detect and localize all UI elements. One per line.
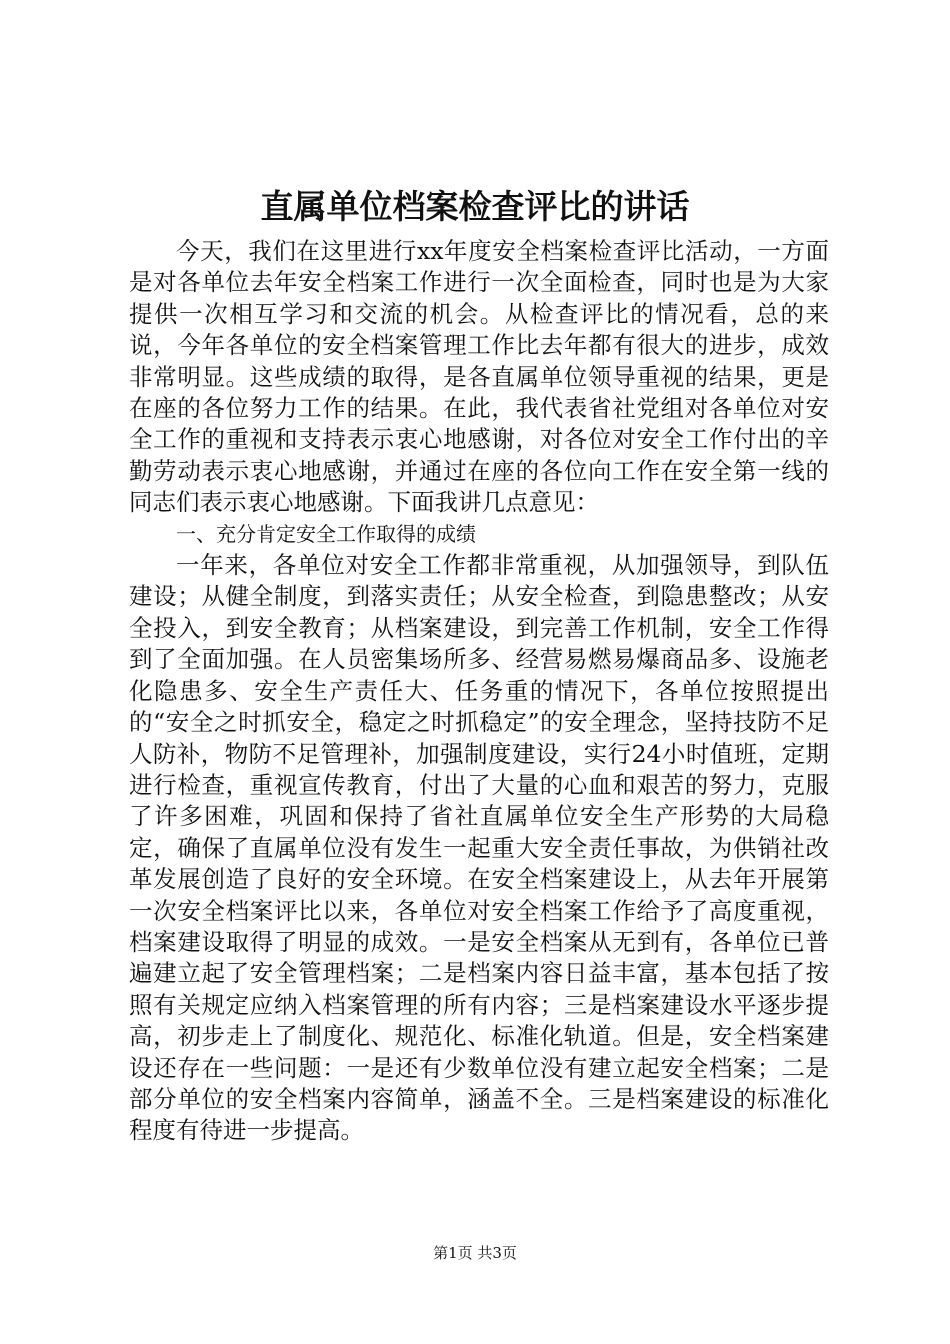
section-heading: 一、充分肯定安全工作取得的成绩 <box>176 521 476 546</box>
document-body <box>129 236 829 1147</box>
page-footer: 第1页 共3页 <box>433 1244 517 1262</box>
document-title: 直属单位档案检查评比的讲话 <box>260 187 690 226</box>
section-paragraph: 一年来，各单位对安全工作都非常重视，从加强领导，到队伍建设；从健全制度，到落实责任；从安全检查，到隐患整改；从安全投入，到安全教育；从档案建设，到完善工作机制，安全工作得到了全面加强。在人员密集场所多、经营易燃易爆商品多、设施老化隐患多、安全生产责任大、任务重的情况下，各单位按照提出的“安全之时抓安全，稳定之时抓稳定”的安全理念，坚持技防不足人防补，物防不足管理补，加强制度建设，实行24小时值班，定期进行检查，重视宣传教育，付出了大量的心血和艰苦的努力，克服了许多困难，巩固和保持了省社直属单位安全生产形势的大局稳定，确保了直属单位没有发生一起重大安全责任事故，为供销社改革发展创造了良好的安全环境。在安全档案建设上，从去年开展第一次安全档案评比以来，各单位对安全档案工作给予了高度重视，档案建设取得了明显的成效。一是安全档案从无到有，各单位已普遍建立起了安全管理档案；二是档案内容日益丰富，基本包括了按照有关规定应纳入档案管理的所有内容；三是档案建设水平逐步提高，初步走上了制度化、规范化、标准化轨道。但是，安全档案建设还存在一些问题：一是还有少数单位没有建立起安全档案；二是部分单位的安全档案内容简单，涵盖不全。三是档案建设的标准化程度有待进一步提高。 <box>129 551 829 1145</box>
intro-paragraph: 今天，我们在这里进行xx年度安全档案检查评比活动，一方面是对各单位去年安全档案工作进行一次全面检查，同时也是为大家提供一次相互学习和交流的机会。从检查评比的情况看，总的来说，今年各单位的安全档案管理工作比去年都有很大的进步，成效非常明显。这些成绩的取得，是各直属单位领导重视的结果，更是在座的各位努力工作的结果。在此，我代表省社党组对各单位对安全工作的重视和支持表示衷心地感谢，对各位对安全工作付出的辛勤劳动表示衷心地感谢，并通过在座的各位向工作在安全第一线的同志们表示衷心地感谢。下面我讲几点意见： <box>129 237 829 517</box>
